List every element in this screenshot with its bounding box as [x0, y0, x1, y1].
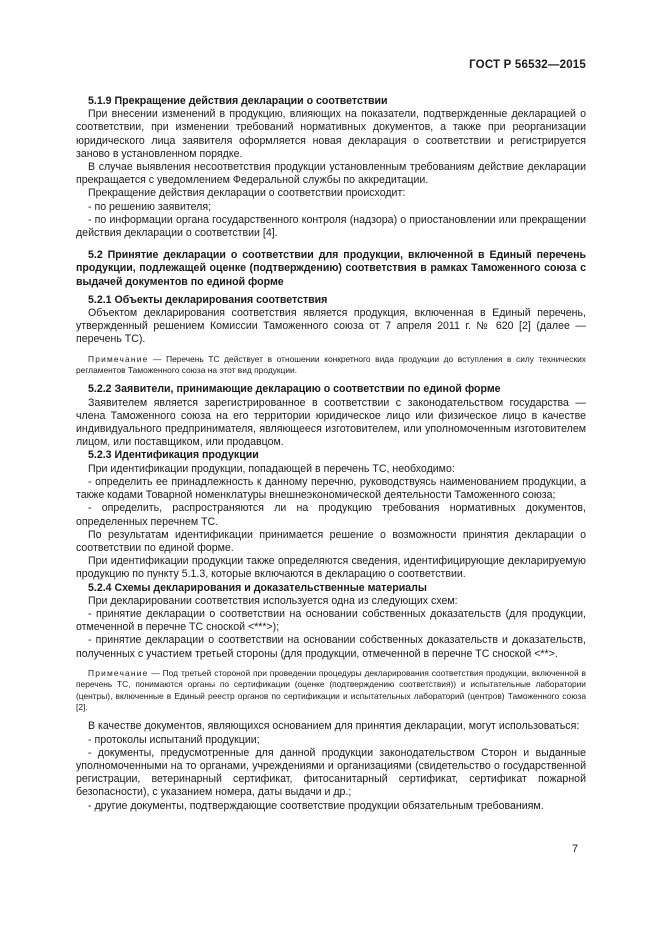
- section-title-5-1-9: 5.1.9 Прекращение действия декларации о соответствии: [88, 95, 388, 107]
- note: [76, 668, 586, 714]
- paragraph: По результатам идентификации принимается решение о возможности принятия декларации о соответствии по единой форме.: [76, 528, 586, 554]
- list-item: - по решению заявителя;: [88, 200, 212, 213]
- list-item: - определить ее принадлежность к данному перечню, руководствуясь наименованием продукции, а также кодами Товарной номенклатуры внешнеэкономической деятельности Таможенного союза;: [76, 475, 586, 502]
- paragraph: Объектом декларирования соответствия является продукция, включенная в Единый перечень, утвержденный решением Комиссии Таможенного союза от 7 апреля 2011 г. № 620 [2] (далее — перечень ТС).: [76, 307, 586, 346]
- paragraph: При идентификации продукции, попадающей в перечень ТС, необходимо:: [88, 462, 455, 475]
- list-item: - по информации органа государственного контроля (надзора) о приостановлении или прекращении действия декларации о соответствии [4].: [76, 213, 586, 240]
- section-title-5-2: 5.2 Принятие декларации о соответствии для продукции, включенной в Единый перечень продукции, подлежащей оценке (подтверждению) соответствия в рамках Таможенного союза с выдачей документов по единой форме: [76, 249, 586, 288]
- list-item: - другие документы, подтверждающие соответствие продукции обязательным требованиям.: [88, 799, 544, 812]
- page-number: 7: [572, 843, 579, 855]
- section-title-5-2-4: 5.2.4 Схемы декларирования и доказательственные материалы: [88, 581, 427, 594]
- note-text: — Под третьей стороной при проведении процедуры декларирования соответствия продукции, включенной в перечень ТС, понимаются органы по сертификации (оценке (подтверждению соответствия)) и испытательные лаборатории (центры), включенные в Единый реестр органов по сертификации и испытательных лабораторий (центров) Таможенного союза [2].: [76, 667, 586, 712]
- paragraph: В качестве документов, являющихся основанием для принятия декларации, могут использоваться:: [88, 720, 580, 733]
- section-title-5-2-1: 5.2.1 Объекты декларирования соответствия: [88, 293, 328, 306]
- paragraph: Прекращение действия декларации о соответствии происходит:: [88, 187, 406, 200]
- paragraph: При декларировании соответствия используется одна из следующих схем:: [88, 594, 458, 607]
- note-text: — Перечень ТС действует в отношении конкретного вида продукции до вступления в силу технических регламентов Таможенного союза на этот вид продукции.: [76, 353, 586, 376]
- list-item: - документы, предусмотренные для данной продукции законодательством Сторон и выданные уполномоченными на то органами, учреждениями и организациями (свидетельство о государственной регистрации, ветеринарный сертификат, фитосанитарный сертификат, сертификат пожарной безопасности), с указанием номера, даты выдачи и др.;: [76, 746, 586, 799]
- section-title-5-2-2: 5.2.2 Заявители, принимающие декларацию о соответствии по единой форме: [88, 383, 501, 396]
- list-item: - принятие декларации о соответствии на основании собственных доказательств (для продукции, отмеченной в перечне ТС сноской <***>);: [76, 607, 586, 634]
- paragraph: В случае выявления несоответствия продукции установленным требованиям действие декларации прекращается с уведомлением Федеральной службы по аккредитации.: [76, 161, 586, 187]
- document-body: [76, 95, 586, 813]
- note-label: Примечание: [88, 353, 149, 364]
- note: [76, 354, 586, 377]
- paragraph: Заявителем является зарегистрированное в соответствии с законодательством государства — члена Таможенного союза на его территории юридическое лицо или физическое лицо в качестве индивидуального предпринимателя, являющееся изготовителем, или уполномоченным изготовителем лицом, или поставщиком, или продавцом.: [76, 396, 586, 449]
- paragraph: При внесении изменений в продукцию, влияющих на показатели, подтвержденные декларацией о соответствии, при изменении требований нормативных документов, а также при реорганизации юридического лица заявителя оформляется новая декларация о соответствии и регистрируется заново в установленном порядке.: [76, 108, 586, 160]
- note-label: Примечание: [88, 667, 149, 678]
- list-item: - принятие декларации о соответствии на основании собственных доказательств и доказательств, полученных с участием третьей стороны (для продукции, отмеченной в перечне ТС сноской <**>.: [76, 634, 586, 660]
- paragraph: При идентификации продукции также определяются сведения, идентифицирующие декларируемую продукцию по пункту 5.1.3, которые включаются в декларацию о соответствии.: [76, 555, 586, 581]
- section-title-5-2-3: 5.2.3 Идентификация продукции: [88, 449, 259, 462]
- list-item: - протоколы испытаний продукции;: [88, 733, 260, 746]
- standard-designation: ГОСТ Р 56532—2015: [469, 59, 586, 71]
- list-item: - определить, распространяются ли на продукцию требования нормативных документов, определенных перечнем ТС.: [76, 502, 586, 528]
